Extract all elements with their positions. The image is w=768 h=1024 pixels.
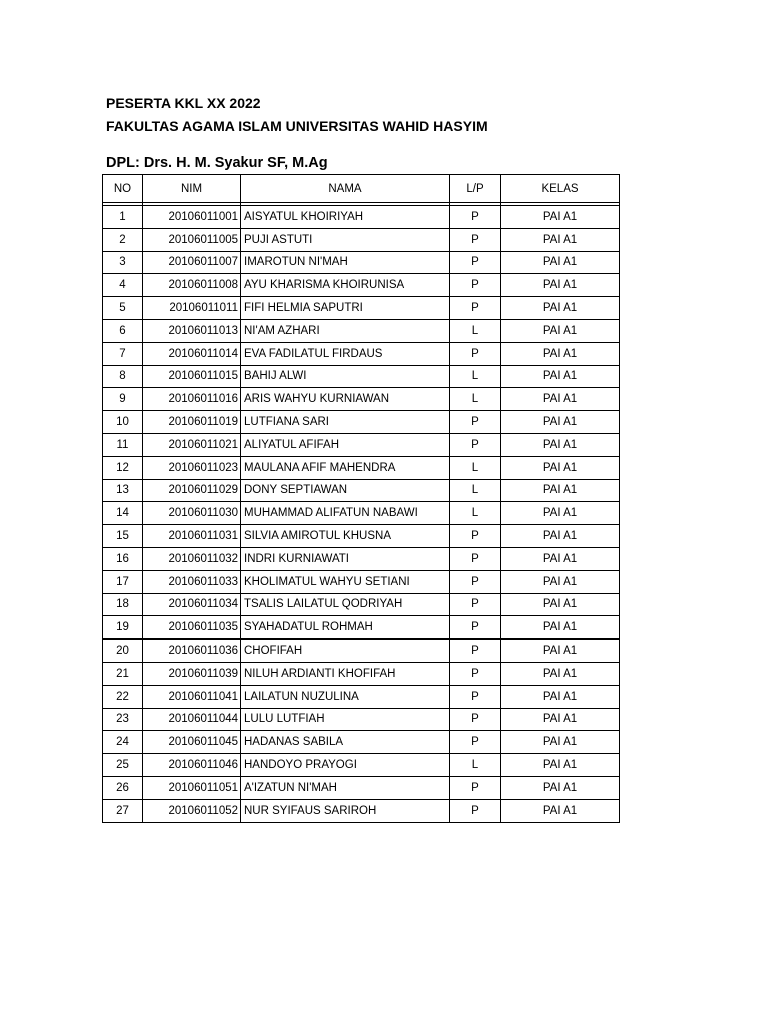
- table-row: [103, 297, 620, 320]
- cell-kelas: PAI A1: [501, 754, 620, 777]
- cell-nama: NI'AM AZHARI: [241, 319, 450, 342]
- cell-no: 18: [103, 593, 143, 616]
- cell-kelas: PAI A1: [501, 319, 620, 342]
- cell-nama: LULU LUTFIAH: [241, 708, 450, 731]
- cell-nama: EVA FADILATUL FIRDAUS: [241, 342, 450, 365]
- cell-lp: L: [450, 388, 501, 411]
- cell-lp: P: [450, 799, 501, 822]
- cell-nim: 20106011030: [143, 502, 241, 525]
- cell-lp: P: [450, 731, 501, 754]
- cell-nama: HANDOYO PRAYOGI: [241, 754, 450, 777]
- table-row: [103, 411, 620, 434]
- cell-kelas: PAI A1: [501, 456, 620, 479]
- cell-no: 9: [103, 388, 143, 411]
- cell-lp: P: [450, 297, 501, 320]
- cell-nim: 20106011015: [143, 365, 241, 388]
- cell-kelas: PAI A1: [501, 685, 620, 708]
- cell-lp: P: [450, 433, 501, 456]
- cell-kelas: PAI A1: [501, 708, 620, 731]
- cell-nim: 20106011039: [143, 662, 241, 685]
- cell-kelas: PAI A1: [501, 365, 620, 388]
- cell-lp: P: [450, 251, 501, 274]
- cell-nama: A'IZATUN NI'MAH: [241, 776, 450, 799]
- cell-lp: P: [450, 639, 501, 662]
- table-row: [103, 570, 620, 593]
- cell-nim: 20106011041: [143, 685, 241, 708]
- faculty-title: FAKULTAS AGAMA ISLAM UNIVERSITAS WAHID HASYIM: [106, 118, 488, 134]
- cell-lp: P: [450, 206, 501, 229]
- cell-nim: 20106011029: [143, 479, 241, 502]
- cell-nim: 20106011019: [143, 411, 241, 434]
- table-body: [103, 203, 620, 823]
- cell-no: 21: [103, 662, 143, 685]
- table-row: [103, 206, 620, 229]
- cell-kelas: PAI A1: [501, 525, 620, 548]
- cell-no: 11: [103, 433, 143, 456]
- cell-nim: 20106011007: [143, 251, 241, 274]
- cell-nim: 20106011046: [143, 754, 241, 777]
- cell-kelas: PAI A1: [501, 616, 620, 639]
- cell-nama: SYAHADATUL ROHMAH: [241, 616, 450, 639]
- table-row: [103, 799, 620, 822]
- cell-nim: 20106011052: [143, 799, 241, 822]
- cell-nim: 20106011034: [143, 593, 241, 616]
- cell-no: 26: [103, 776, 143, 799]
- cell-nim: 20106011016: [143, 388, 241, 411]
- cell-no: 25: [103, 754, 143, 777]
- cell-kelas: PAI A1: [501, 388, 620, 411]
- dpl-label: DPL: Drs. H. M. Syakur SF, M.Ag: [106, 155, 328, 171]
- table-row: [103, 685, 620, 708]
- cell-nim: 20106011044: [143, 708, 241, 731]
- table-row: [103, 228, 620, 251]
- cell-lp: L: [450, 365, 501, 388]
- cell-nama: MUHAMMAD ALIFATUN NABAWI: [241, 502, 450, 525]
- participants-table: [102, 174, 620, 823]
- cell-kelas: PAI A1: [501, 570, 620, 593]
- cell-no: 14: [103, 502, 143, 525]
- cell-no: 23: [103, 708, 143, 731]
- cell-nama: TSALIS LAILATUL QODRIYAH: [241, 593, 450, 616]
- cell-no: 20: [103, 639, 143, 662]
- cell-kelas: PAI A1: [501, 206, 620, 229]
- cell-nama: LUTFIANA SARI: [241, 411, 450, 434]
- document-title: PESERTA KKL XX 2022: [106, 95, 261, 111]
- cell-no: 4: [103, 274, 143, 297]
- cell-nama: DONY SEPTIAWAN: [241, 479, 450, 502]
- cell-lp: P: [450, 274, 501, 297]
- cell-nama: LAILATUN NUZULINA: [241, 685, 450, 708]
- table-row: [103, 319, 620, 342]
- column-header-no: NO: [103, 175, 143, 203]
- cell-nim: 20106011032: [143, 547, 241, 570]
- table-row: [103, 388, 620, 411]
- cell-no: 1: [103, 206, 143, 229]
- cell-no: 13: [103, 479, 143, 502]
- cell-kelas: PAI A1: [501, 502, 620, 525]
- cell-nama: FIFI HELMIA SAPUTRI: [241, 297, 450, 320]
- cell-nim: 20106011033: [143, 570, 241, 593]
- cell-lp: P: [450, 342, 501, 365]
- table-row: [103, 547, 620, 570]
- cell-nama: NILUH ARDIANTI KHOFIFAH: [241, 662, 450, 685]
- cell-nama: IMAROTUN NI'MAH: [241, 251, 450, 274]
- cell-nim: 20106011005: [143, 228, 241, 251]
- table-row: [103, 593, 620, 616]
- cell-kelas: PAI A1: [501, 639, 620, 662]
- cell-kelas: PAI A1: [501, 479, 620, 502]
- cell-kelas: PAI A1: [501, 593, 620, 616]
- cell-no: 24: [103, 731, 143, 754]
- cell-nim: 20106011045: [143, 731, 241, 754]
- cell-nama: PUJI ASTUTI: [241, 228, 450, 251]
- cell-lp: P: [450, 411, 501, 434]
- cell-nama: ALIYATUL AFIFAH: [241, 433, 450, 456]
- table-row: [103, 754, 620, 777]
- table-row: [103, 342, 620, 365]
- cell-nama: SILVIA AMIROTUL KHUSNA: [241, 525, 450, 548]
- column-header-lp: L/P: [450, 175, 501, 203]
- cell-nim: 20106011031: [143, 525, 241, 548]
- cell-no: 10: [103, 411, 143, 434]
- column-header-nim: NIM: [143, 175, 241, 203]
- cell-no: 7: [103, 342, 143, 365]
- cell-nama: HADANAS SABILA: [241, 731, 450, 754]
- cell-nim: 20106011008: [143, 274, 241, 297]
- cell-nim: 20106011051: [143, 776, 241, 799]
- cell-lp: L: [450, 479, 501, 502]
- cell-no: 27: [103, 799, 143, 822]
- cell-lp: P: [450, 593, 501, 616]
- cell-no: 17: [103, 570, 143, 593]
- cell-nim: 20106011013: [143, 319, 241, 342]
- cell-nim: 20106011036: [143, 639, 241, 662]
- cell-lp: P: [450, 570, 501, 593]
- cell-nama: AISYATUL KHOIRIYAH: [241, 206, 450, 229]
- table-header-row: [103, 175, 620, 203]
- cell-nama: BAHIJ ALWI: [241, 365, 450, 388]
- cell-kelas: PAI A1: [501, 776, 620, 799]
- cell-lp: L: [450, 456, 501, 479]
- cell-lp: P: [450, 547, 501, 570]
- table-row: [103, 456, 620, 479]
- cell-nim: 20106011014: [143, 342, 241, 365]
- cell-kelas: PAI A1: [501, 547, 620, 570]
- table-row: [103, 479, 620, 502]
- table-row: [103, 251, 620, 274]
- cell-no: 8: [103, 365, 143, 388]
- cell-lp: P: [450, 685, 501, 708]
- cell-kelas: PAI A1: [501, 228, 620, 251]
- cell-lp: P: [450, 616, 501, 639]
- cell-nama: CHOFIFAH: [241, 639, 450, 662]
- cell-lp: L: [450, 754, 501, 777]
- cell-nama: ARIS WAHYU KURNIAWAN: [241, 388, 450, 411]
- cell-kelas: PAI A1: [501, 731, 620, 754]
- cell-nim: 20106011001: [143, 206, 241, 229]
- table-row: [103, 502, 620, 525]
- cell-nim: 20106011035: [143, 616, 241, 639]
- cell-nama: INDRI KURNIAWATI: [241, 547, 450, 570]
- cell-no: 3: [103, 251, 143, 274]
- table-row: [103, 731, 620, 754]
- cell-no: 6: [103, 319, 143, 342]
- cell-lp: P: [450, 228, 501, 251]
- cell-no: 2: [103, 228, 143, 251]
- cell-lp: P: [450, 662, 501, 685]
- table-row: [103, 525, 620, 548]
- table-row: [103, 708, 620, 731]
- cell-lp: P: [450, 525, 501, 548]
- table-row: [103, 274, 620, 297]
- cell-no: 16: [103, 547, 143, 570]
- cell-kelas: PAI A1: [501, 662, 620, 685]
- cell-nim: 20106011023: [143, 456, 241, 479]
- cell-no: 15: [103, 525, 143, 548]
- table-row: [103, 662, 620, 685]
- cell-nama: KHOLIMATUL WAHYU SETIANI: [241, 570, 450, 593]
- cell-kelas: PAI A1: [501, 274, 620, 297]
- cell-lp: L: [450, 502, 501, 525]
- cell-no: 22: [103, 685, 143, 708]
- cell-kelas: PAI A1: [501, 297, 620, 320]
- cell-lp: P: [450, 776, 501, 799]
- table-row: [103, 639, 620, 662]
- cell-nim: 20106011021: [143, 433, 241, 456]
- table-row: [103, 433, 620, 456]
- column-header-kelas: KELAS: [501, 175, 620, 203]
- cell-nama: NUR SYIFAUS SARIROH: [241, 799, 450, 822]
- table-row: [103, 776, 620, 799]
- cell-nim: 20106011011: [143, 297, 241, 320]
- table-row: [103, 365, 620, 388]
- cell-kelas: PAI A1: [501, 433, 620, 456]
- cell-no: 19: [103, 616, 143, 639]
- cell-kelas: PAI A1: [501, 411, 620, 434]
- cell-no: 5: [103, 297, 143, 320]
- column-header-nama: NAMA: [241, 175, 450, 203]
- cell-lp: P: [450, 708, 501, 731]
- cell-kelas: PAI A1: [501, 251, 620, 274]
- cell-lp: L: [450, 319, 501, 342]
- cell-no: 12: [103, 456, 143, 479]
- cell-nama: MAULANA AFIF MAHENDRA: [241, 456, 450, 479]
- cell-kelas: PAI A1: [501, 799, 620, 822]
- table-row: [103, 616, 620, 639]
- cell-nama: AYU KHARISMA KHOIRUNISA: [241, 274, 450, 297]
- cell-kelas: PAI A1: [501, 342, 620, 365]
